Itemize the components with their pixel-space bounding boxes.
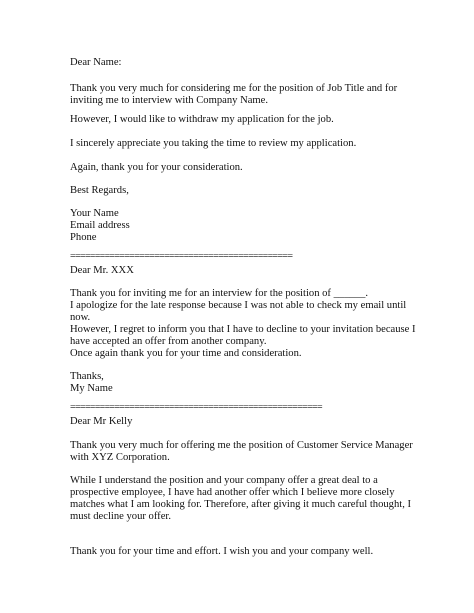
letter3-salutation: Dear Mr Kelly: [70, 416, 133, 427]
letter1-para4: Again, thank you for your consideration.: [70, 162, 243, 173]
letter2-body-line5: have accepted an offer from another company.: [70, 336, 267, 347]
letter3-para2-line3: matches what I am looking for. Therefore, after giving it much careful thought, I: [70, 499, 412, 510]
letter2-closing: Thanks,: [70, 371, 104, 382]
letter1-closing: Best Regards,: [70, 185, 129, 196]
letter2-body-line1: Thank you for inviting me for an interview for the position of ______.: [70, 288, 369, 299]
letter1-signature-phone: Phone: [70, 232, 97, 243]
letter2-body-line2: I apologize for the late response because I was not able to check my email until: [70, 300, 407, 311]
letter1-para3: I sincerely appreciate you taking the time to review my application.: [70, 138, 357, 149]
letter2-signature: My Name: [70, 383, 113, 394]
letter3-para3: Thank you for your time and effort. I wish you and your company well.: [70, 546, 374, 557]
letter3-para2-line2: prospective employee, I have had another offer which I believe more closely: [70, 487, 395, 498]
letter1-para1-line2: inviting me to interview with Company Name.: [70, 95, 269, 106]
letter2-body-line3: now.: [70, 312, 91, 323]
letter3-para1-line2: with XYZ Corporation.: [70, 452, 170, 463]
letter2-body-line4: However, I regret to inform you that I have to decline to your invitation because I: [70, 324, 416, 335]
separator-1: =============================================: [70, 251, 293, 262]
letter2-body-line6: Once again thank you for your time and consideration.: [70, 348, 302, 359]
letter1-signature-email: Email address: [70, 220, 130, 231]
letter1-para1-line1: Thank you very much for considering me for the position of Job Title and for: [70, 83, 398, 94]
letter2-salutation: Dear Mr. XXX: [70, 265, 134, 276]
letter3-para1-line1: Thank you very much for offering me the position of Customer Service Manager: [70, 440, 413, 451]
separator-2: ===================================================: [70, 402, 322, 413]
letter3-para2-line4: must decline your offer.: [70, 511, 172, 522]
letter1-para2: However, I would like to withdraw my application for the job.: [70, 114, 334, 125]
letter3-para2-line1: While I understand the position and your company offer a great deal to a: [70, 475, 378, 486]
letter1-signature-name: Your Name: [70, 208, 119, 219]
letter1-salutation: Dear Name:: [70, 57, 122, 68]
